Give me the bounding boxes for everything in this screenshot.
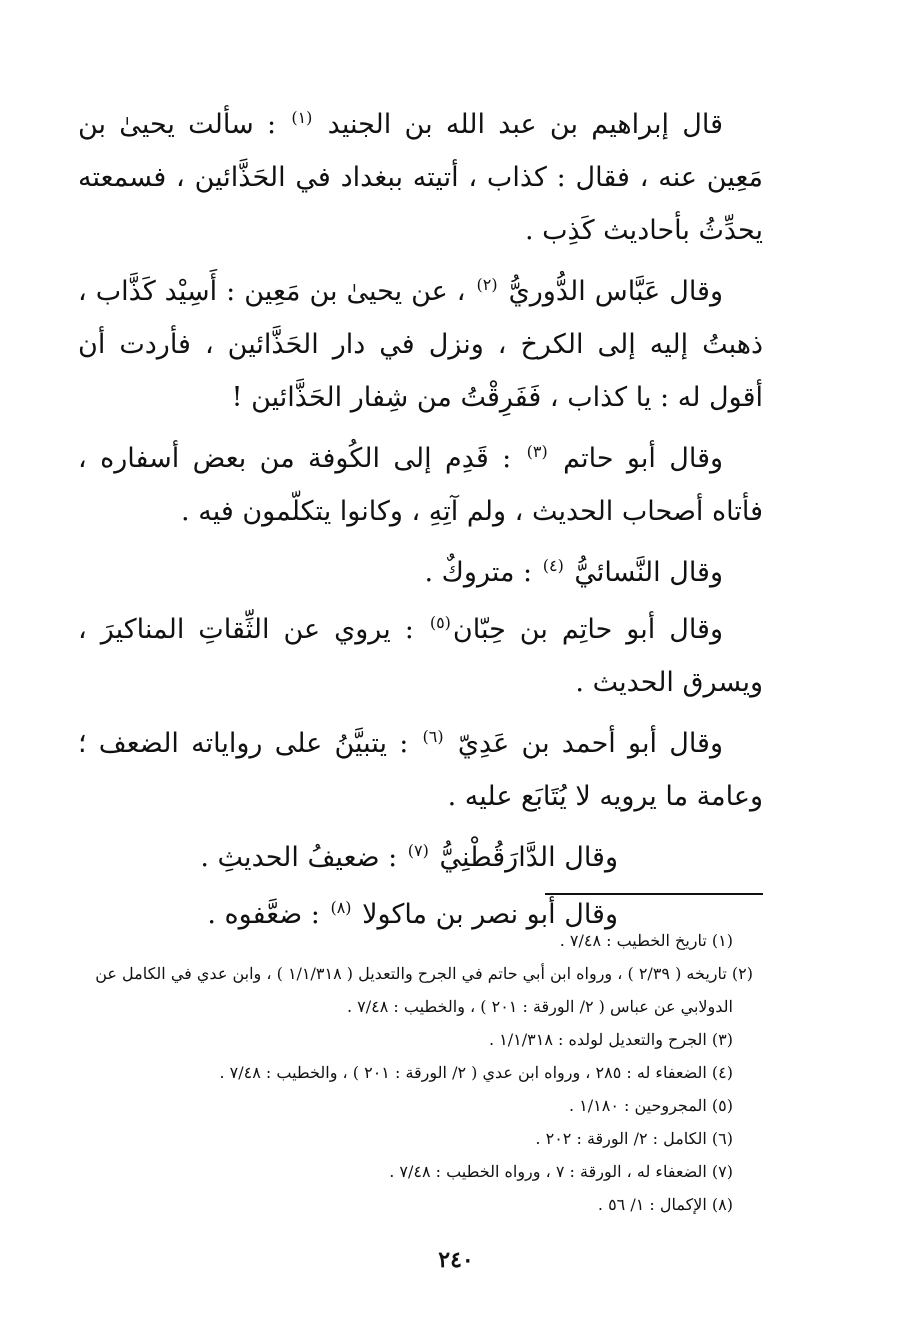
- paragraph-text: وقال النَّسائيُّ: [565, 557, 723, 588]
- paragraph-text: وقال أبو حاتم: [549, 443, 724, 474]
- footnote-separator: [545, 893, 763, 895]
- paragraph-text: قال إبراهيم بن عبد الله بن الجنيد: [314, 109, 723, 140]
- footnote-ref: (٦): [422, 727, 444, 746]
- paragraph-text: وقال الدَّارَقُطْنِيُّ: [430, 842, 618, 873]
- page-number: ٢٤٠: [438, 1247, 474, 1273]
- paragraph-text: : قَدِم إلى الكُوفة من بعض أسفاره ، فأتاه أصحاب الحديث ، ولم آتِهِ ، وكانوا يتكلّمون فيه .: [78, 443, 763, 527]
- footnote-2: (٢) تاريخه ( ٢/٣٩ ) ، ورواه ابن أبي حاتم في الجرح والتعديل ( ١/١/٣١٨ ) ، وابن عدي في الكامل عن الدولابي عن عباس ( ٢/ الورقة : ٢٠١ ) ، والخطيب : ٧/٤٨ .: [95, 964, 753, 1016]
- footnote-5: (٥) المجروحين : ١/١٨٠ .: [568, 1096, 733, 1115]
- footnote-ref: (٢): [476, 275, 498, 294]
- paragraph-2: [78, 265, 763, 424]
- main-text: [78, 98, 763, 945]
- paragraph-text: : سألت يحيىٰ بن مَعِين عنه ، فقال : كذاب ، أتيته ببغداد في الحَذَّائين ، فسمعته يحدِّثُ بأحاديث كَذِب .: [78, 109, 763, 246]
- footnote-8: (٨) الإكمال : ١/ ٥٦ .: [597, 1195, 733, 1214]
- footnote-4: (٤) الضعفاء له : ٢٨٥ ، ورواه ابن عدي ( ٢/ الورقة : ٢٠١ ) ، والخطيب : ٧/٤٨ .: [219, 1063, 733, 1082]
- paragraph-text: وقال أبو أحمد بن عَدِيّ: [445, 728, 723, 759]
- footnotes: [78, 924, 763, 1221]
- footnote-6: (٦) الكامل : ٢/ الورقة : ٢٠٢ .: [535, 1129, 733, 1148]
- paragraph-text: وقال أبو نصر بن ماكولا: [353, 899, 618, 930]
- paragraph-text: : متروكٌ .: [424, 557, 541, 588]
- paragraph-text: : ضعيفُ الحديثِ .: [200, 842, 406, 873]
- footnote-3: (٣) الجرح والتعديل لولده : ١/١/٣١٨ .: [489, 1030, 733, 1049]
- footnote-7: (٧) الضعفاء له ، الورقة : ٧ ، ورواه الخطيب : ٧/٤٨ .: [389, 1162, 733, 1181]
- paragraph-text: وقال أبو حاتِم بن حِبّان: [452, 614, 723, 645]
- footnote-ref: (١): [291, 108, 313, 127]
- paragraph-text: وقال عَبَّاس الدُّوريُّ: [499, 276, 723, 307]
- footnote-1: (١) تاريخ الخطيب : ٧/٤٨ .: [559, 931, 733, 950]
- paragraph-3: [78, 432, 763, 538]
- paragraph-5: [78, 603, 763, 709]
- paragraph-text: ، عن يحيىٰ بن مَعِين : أَسِيْد كَذَّاب ، ذهبتُ إليه إلى الكرخ ، ونزل في دار الحَذَّائين ، فأردت أن أقول له : يا كذاب ، فَفَرِقْتُ من شِفار الحَذَّائين !: [78, 276, 763, 413]
- paragraph-7: [78, 831, 763, 884]
- footnote-ref: (٤): [542, 556, 564, 575]
- footnote-ref: (٧): [407, 841, 429, 860]
- footnote-ref: (٥): [429, 613, 451, 632]
- paragraph-text: : ضعَّفوه .: [207, 899, 329, 930]
- footnote-ref: (٨): [330, 898, 352, 917]
- paragraph-6: [78, 717, 763, 823]
- paragraph-text: : يتبيَّنُ على رواياته الضعف ؛ وعامة ما يرويه لا يُتَابَع عليه .: [78, 728, 763, 812]
- paragraph-1: [78, 98, 763, 257]
- paragraph-text: : يروي عن الثِّقاتِ المناكيرَ ، ويسرق الحديث .: [78, 614, 763, 698]
- paragraph-4: [78, 546, 763, 599]
- footnote-ref: (٣): [526, 442, 548, 461]
